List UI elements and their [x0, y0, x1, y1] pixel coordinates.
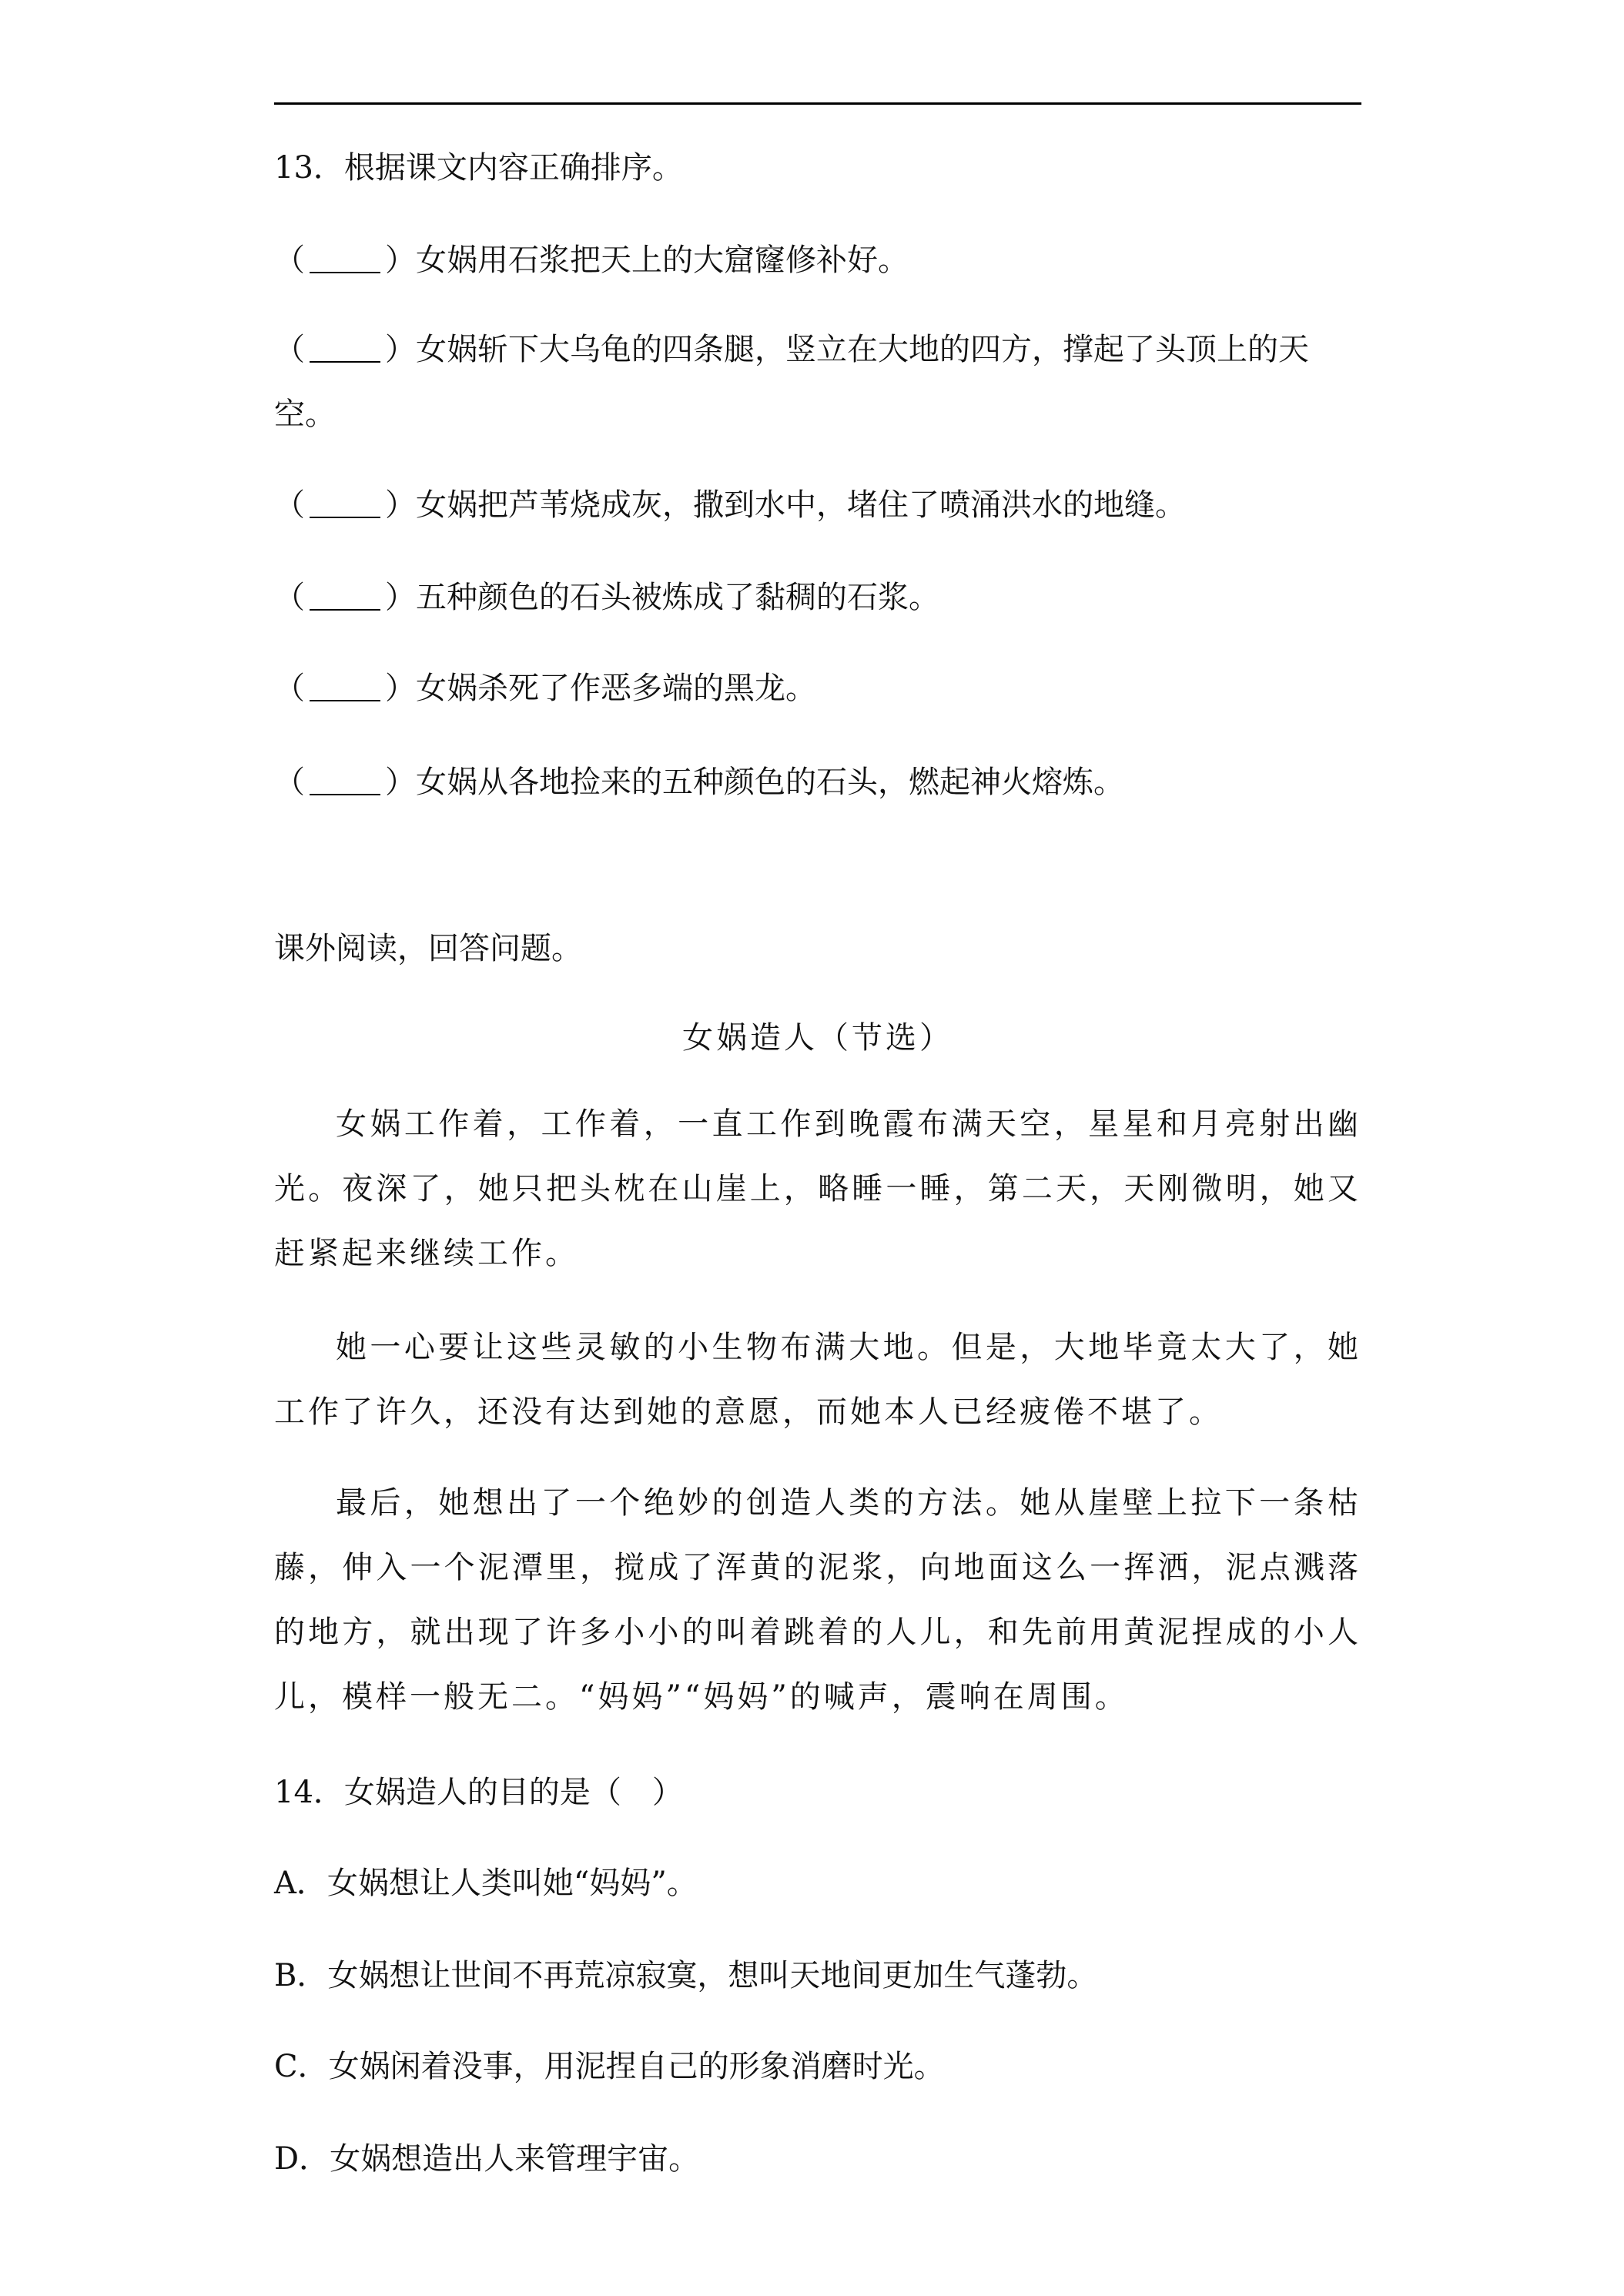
- option-b[interactable]: B．女娲想让世间不再荒凉寂寞，想叫天地间更加生气蓬勃。: [274, 1958, 1098, 1993]
- answer-blank[interactable]: （ ）: [274, 580, 416, 615]
- option-d[interactable]: D．女娲想造出人来管理宇宙。: [274, 2141, 700, 2177]
- option-c[interactable]: C．女娲闲着没事，用泥捏自己的形象消磨时光。: [274, 2049, 945, 2084]
- order-item-6: [274, 750, 1361, 815]
- order-item-4: [274, 565, 1361, 630]
- order-item-3: [274, 473, 1361, 537]
- header-rule: [274, 102, 1361, 105]
- option-a[interactable]: A．女娲想让人类叫她“妈妈”。: [274, 1866, 698, 1901]
- order-item-text: 女娲杀死了作恶多端的黑龙。: [416, 671, 816, 706]
- order-item-1: [274, 228, 1361, 293]
- answer-blank[interactable]: （ ）: [274, 765, 416, 800]
- answer-blank[interactable]: （ ）: [274, 671, 416, 706]
- answer-blank[interactable]: （ ）: [274, 243, 416, 278]
- reading-instruction: 课外阅读，回答问题。: [274, 931, 582, 966]
- order-item-text: 女娲从各地捡来的五种颜色的石头，燃起神火熔炼。: [416, 765, 1124, 800]
- passage-paragraph-3: 最后，她想出了一个绝妙的创造人类的方法。她从崖壁上拉下一条枯藤，伸入一个泥潭里，搅成了浑黄的泥浆，向地面这么一挥洒，泥点溅落的地方，就出现了许多小小的叫着跳着的人儿，和先前用黄泥捏成的小人儿，模样一般无二。“妈妈”“妈妈”的喊声，震响在周围。: [274, 1485, 1361, 1715]
- passage-paragraph-1: 女娲工作着，工作着，一直工作到晚霞布满天空，星星和月亮射出幽光。夜深了，她只把头枕在山崖上，略睡一睡，第二天，天刚微明，她又赶紧起来继续工作。: [274, 1106, 1361, 1271]
- answer-blank[interactable]: （ ）: [274, 332, 416, 367]
- question-13-title: 13．根据课文内容正确排序。: [274, 150, 683, 186]
- passage-paragraph-2: 她一心要让这些灵敏的小生物布满大地。但是，大地毕竟太大了，她工作了许久，还没有达到她的意愿，而她本人已经疲倦不堪了。: [274, 1330, 1361, 1430]
- order-item-text: 女娲用石浆把天上的大窟窿修补好。: [416, 243, 909, 278]
- answer-blank[interactable]: （ ）: [274, 487, 416, 523]
- order-item-text: 五种颜色的石头被炼成了黏稠的石浆。: [416, 580, 939, 615]
- order-item-5: [274, 656, 1361, 721]
- order-item-text: 女娲斩下大乌龟的四条腿，竖立在大地的四方，撑起了头顶上的天空。: [274, 332, 1309, 432]
- order-item-text: 女娲把芦苇烧成灰，撒到水中，堵住了喷涌洪水的地缝。: [416, 487, 1186, 523]
- question-14: 14．女娲造人的目的是（ ）: [274, 1775, 683, 1810]
- order-item-2: [274, 317, 1361, 447]
- passage-title: 女娲造人（节选）: [682, 1020, 953, 1056]
